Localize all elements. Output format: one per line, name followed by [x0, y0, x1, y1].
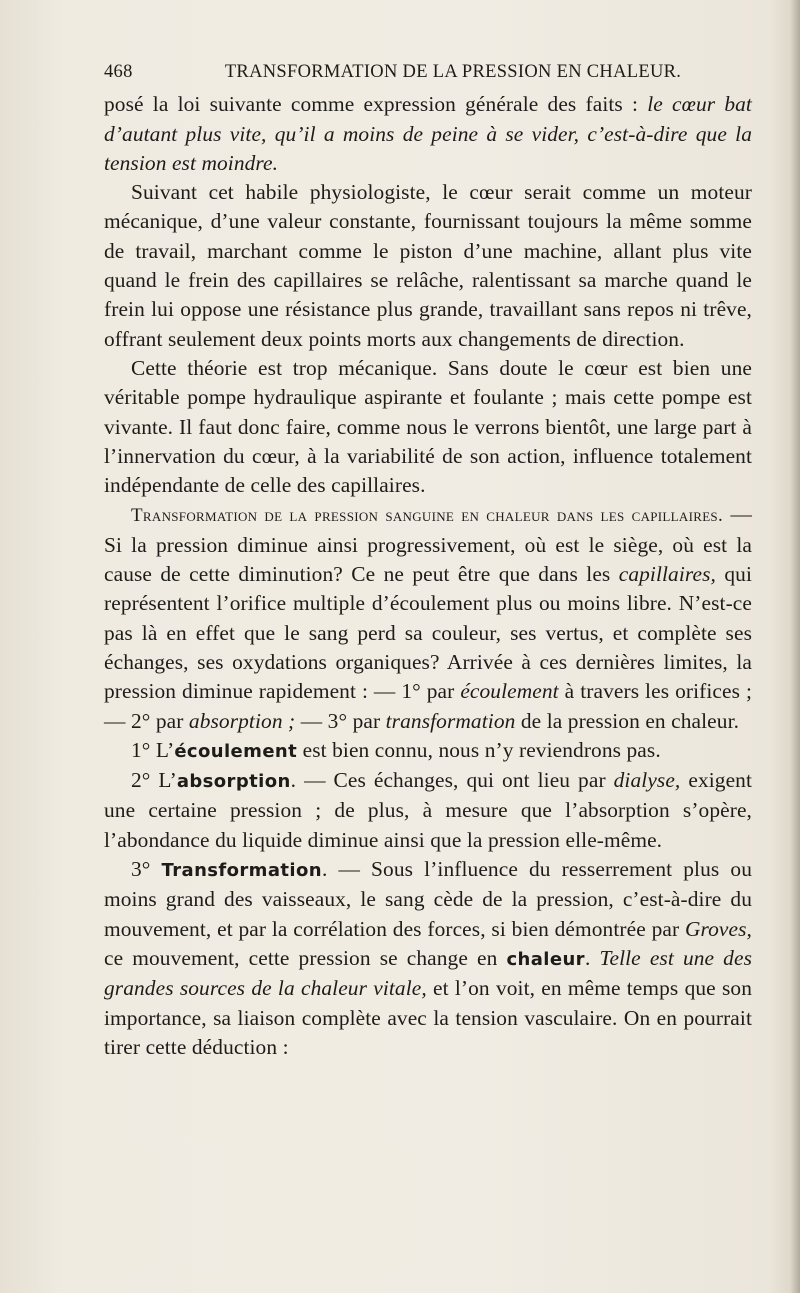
running-header: [104, 58, 752, 87]
paragraph-3: Cette théorie est trop mécanique. Sans doute le cœur est bien une véritable pompe hydraulique aspirante et foulante ; mais cette pompe est vivante. Il faut donc faire, comme nous le verrons bientôt, une large part à l’innervation du cœur, à la variabilité de son action, influence totalement indépendante de celle des capillaires.: [104, 355, 752, 498]
paragraph-6: 2° L’absorption. — Ces échanges, qui ont lieu par dialyse, exigent une certaine pression ; de plus, à mesure que l’absorption s’opère, l’abondance du liquide diminue ainsi que la pression elle-même.: [104, 768, 753, 852]
paragraph-5: 1° L’écoulement est bien connu, nous n’y reviendrons pas.: [131, 737, 661, 762]
section-heading: Transformation de la pression sanguine en chaleur dans les capillaires.: [131, 505, 724, 527]
paragraph-2: Suivant cet habile physiologiste, le cœur serait comme un moteur mécanique, d’une valeur constante, fournissant toujours la même somme de travail, marchant comme le piston d’une machine, allant plus vite quand le frein des capillaires se relâche, ralentissant sa marche quand le frein lui oppose une résistance plus grande, travaillant sans repos ni trêve, offrant seulement deux points morts aux changements de direction.: [104, 180, 752, 351]
page-text: [104, 58, 752, 1062]
paragraph-7: 3° Transformation. — Sous l’influence du resserrement plus ou moins grand des vaisseaux, le sang cède de la pression, c’est-à-dire du mouvement, et par la corrélation des forces, si bien démontrée par Groves, ce mouvement, cette pression se change en chaleur. Telle est une des grandes sources de la chaleur vitale, et l’on voit, en même temps que son importance, sa liaison complète avec la tension vasculaire. On en pourrait tirer cette déduction :: [104, 857, 752, 1059]
page-edge-shadow: [790, 0, 800, 1293]
running-title: TRANSFORMATION DE LA PRESSION EN CHALEUR.: [224, 62, 682, 82]
paragraph-4: Transformation de la pression sanguine en chaleur dans les capillaires. — Si la pression diminue ainsi progressivement, où est le siège, où est la cause de cette diminution? Ce ne peut être que dans les capillaires, qui représentent l’orifice multiple d’écoulement plus ou moins libre. N’est-ce pas là en effet que le sang perd sa couleur, ses vertus, et complète ses échanges, ses oxydations organiques? Arrivée à ces dernières limites, la pression diminue rapidement : — 1° par écoulement à travers les orifices ; — 2° par absorption ; — 3° par transformation de la pression en chaleur.: [104, 502, 752, 733]
paragraph-1: posé la loi suivante comme expression générale des faits : le cœur bat d’autant plus vite, qu’il a moins de peine à se vider, c’est-à-dire que la tension est moindre.: [104, 92, 752, 175]
page-number: 468: [104, 62, 133, 82]
